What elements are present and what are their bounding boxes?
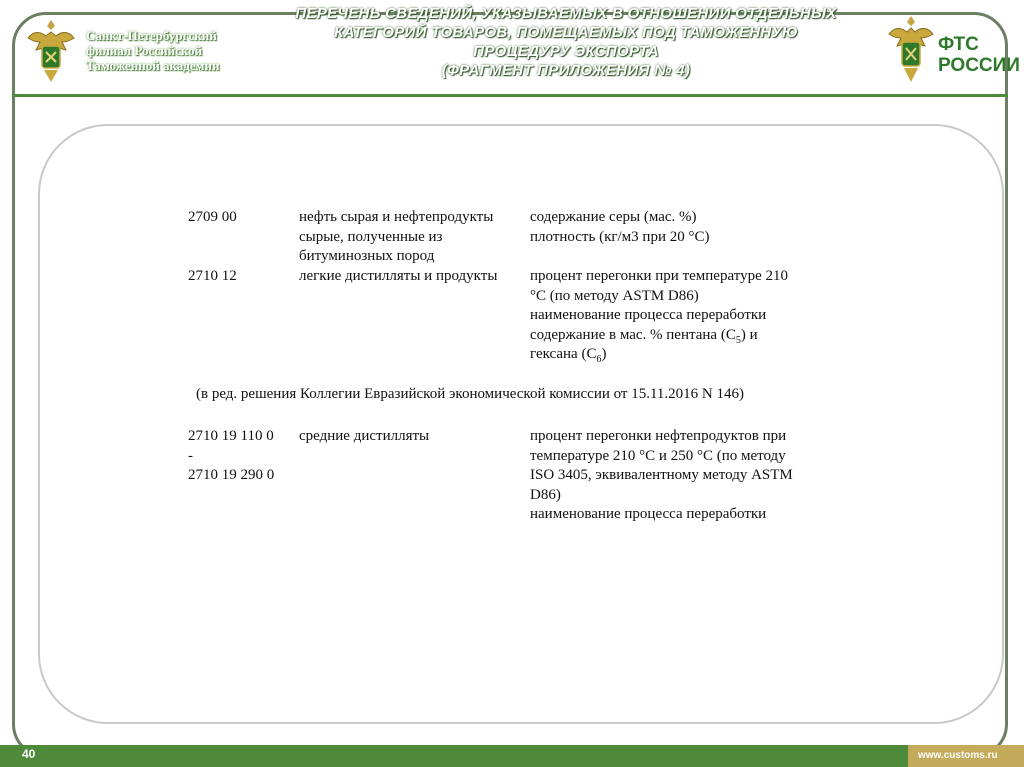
academy-line: Санкт-Петербургский [86, 28, 217, 43]
code-line: - [188, 447, 193, 464]
amendment-note: (в ред. решения Коллегии Евразийской экономической комиссии от 15.11.2016 N 146) [196, 386, 744, 402]
info-line [530, 345, 840, 365]
info-line: температуре 210 °С и 250 °С (по методу [530, 447, 786, 464]
info-c6-prefix: гексана (С [530, 346, 597, 362]
row-code: 2709 00 [188, 209, 237, 225]
academy-name [86, 28, 256, 73]
info-line: ISO 3405, эквивалентному методу ASTM [530, 467, 793, 483]
row-name [299, 427, 531, 447]
info-c6-sub: 6 [596, 354, 602, 365]
info-line: процент перегонки нефтепродуктов при [530, 428, 787, 444]
name-line: битуминозных пород [299, 248, 435, 264]
footer-bar [0, 745, 1024, 767]
title-line: КАТЕГОРИЙ ТОВАРОВ, ПОМЕЩАЕМЫХ ПОД ТАМОЖЕННУЮ [334, 24, 798, 41]
fts-line: РОССИИ [938, 55, 1020, 76]
info-line: содержание серы (мас. %) [530, 209, 697, 225]
fts-line: ФТС [938, 34, 979, 55]
row-code: 2710 12 [188, 268, 237, 284]
title-line: ПЕРЕЧЕНЬ СВЕДЕНИЙ, УКАЗЫВАЕМЫХ В ОТНОШЕНИИ ОТДЕЛЬНЫХ [295, 5, 837, 22]
code-line: 2710 19 290 0 [188, 467, 275, 483]
info-c5-sub: 5 [735, 334, 741, 346]
row-info [530, 208, 840, 247]
header-divider [12, 94, 1008, 97]
page-title [246, 4, 886, 80]
academy-emblem-icon [22, 16, 80, 86]
info-line: D86) [530, 486, 561, 503]
fts-logo-text [938, 34, 1020, 76]
info-line: процент перегонки при температуре 210 [530, 268, 788, 284]
info-line: плотность (кг/м3 при 20 °С) [530, 228, 710, 245]
row-name [299, 208, 531, 267]
row-code [188, 427, 294, 486]
page-number: 40 [22, 747, 36, 761]
academy-line: филиал Российской [86, 43, 203, 58]
info-c5-prefix: содержание в мас. % пентана (С [530, 326, 736, 343]
fts-emblem-icon [886, 14, 936, 86]
info-line: наименование процесса переработки [530, 506, 767, 522]
academy-line: Таможенной академии [86, 58, 220, 73]
info-c6-suffix: ) [601, 346, 607, 362]
info-c5-suffix: ) и [740, 326, 758, 343]
info-line [530, 326, 840, 346]
row-info [530, 427, 840, 525]
title-line: (ФРАГМЕНТ ПРИЛОЖЕНИЯ № 4) [441, 62, 691, 79]
code-line: 2710 19 110 0 [188, 428, 274, 444]
info-line: °С (по методу ASTM D86) [530, 287, 699, 304]
row-info [530, 267, 840, 365]
name-line: средние дистилляты [299, 428, 430, 444]
name-line: легкие дистилляты и продукты [299, 268, 498, 284]
name-line: нефть сырая и нефтепродукты [299, 209, 494, 225]
info-line: наименование процесса переработки [530, 307, 767, 323]
row-name [299, 267, 531, 287]
title-line: ПРОЦЕДУРУ ЭКСПОРТА [473, 43, 659, 60]
footer-site-link[interactable]: www.customs.ru [918, 750, 998, 761]
name-line: сырые, полученные из [299, 228, 443, 245]
